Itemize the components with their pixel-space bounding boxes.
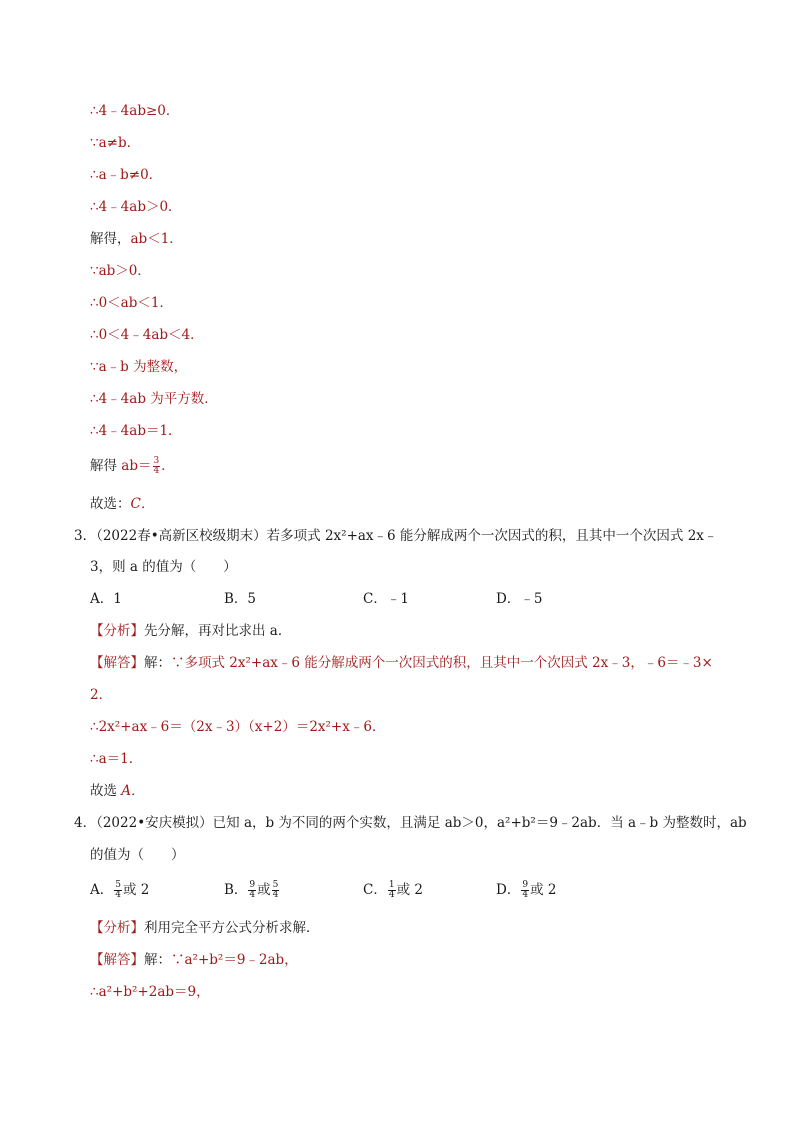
solution-line-1: ∴4﹣4ab≥0．	[90, 103, 180, 119]
question-3-stem-line-2: 3，则 a 的值为（ ）	[90, 559, 237, 575]
solution-line-8: ∴0＜4﹣4ab＜4．	[90, 327, 204, 343]
question-3-option-a[interactable]: A．1	[90, 591, 122, 607]
option-fraction: $\frac{5}{4}$	[115, 880, 121, 900]
answer-prefix: 解：	[144, 952, 171, 968]
option-label: A．	[90, 882, 114, 898]
answer-text: ∵a²+b²＝9﹣2ab，	[171, 952, 298, 968]
solution-line-3: ∴a﹣b≠0．	[90, 167, 163, 183]
analysis-tag: 【分析】	[90, 920, 144, 936]
analysis-text: 先分解，再对比求出 a．	[144, 623, 292, 639]
answer-choice-prefix: 故选	[90, 783, 122, 799]
question-3-answer-line-1	[90, 653, 713, 673]
question-3-stem: （2022春•高新区校级期末）若多项式 2x²+ax﹣6 能分解成两个一次因式的积，且其中一个次因式 2x﹣	[96, 528, 718, 544]
answer-prefix: 解：	[144, 655, 171, 671]
solution-line-11: ∴4﹣4ab＝1．	[90, 423, 182, 439]
solution-line-6: ∵ab＞0．	[90, 263, 151, 279]
option-rest: 或 2	[530, 882, 557, 898]
question-4-answer-line-2: ∴a²+b²+2ab＝9，	[90, 984, 210, 1000]
analysis-tag: 【分析】	[90, 623, 144, 639]
question-3-answer-line-2: 2．	[90, 687, 113, 703]
question-3-answer-line-5	[90, 781, 145, 801]
question-3-option-b[interactable]: B．5	[224, 591, 257, 607]
question-4-option-a[interactable]	[90, 880, 149, 900]
option-fraction: $\frac{1}{4}$	[388, 880, 395, 900]
question-4-option-b[interactable]	[224, 880, 280, 900]
question-4-stem-line-2: 的值为（ ）	[90, 847, 185, 863]
question-3-answer-line-4: ∴a＝1．	[90, 751, 143, 767]
question-4-number: 4．	[74, 815, 97, 831]
question-4-option-d[interactable]	[496, 880, 556, 900]
option-label: D．	[496, 882, 521, 898]
option-rest: 或 2	[396, 882, 423, 898]
question-3-analysis	[90, 621, 291, 641]
question-3-option-d[interactable]: D．﹣5	[496, 591, 543, 607]
analysis-text: 利用完全平方公式分析求解．	[144, 920, 320, 936]
solution-line-12-end: ．	[161, 458, 175, 474]
answer-tag: 【解答】	[90, 655, 144, 671]
fraction-three-quarters: $\frac{3}{4}$	[153, 456, 160, 476]
solution-line-13-prefix: 故选：	[90, 496, 131, 512]
question-3-stem-line-1	[74, 526, 717, 546]
solution-line-4: ∴4﹣4ab＞0．	[90, 199, 182, 215]
question-4-stem-line-1	[74, 813, 747, 833]
answer-tag: 【解答】	[90, 952, 144, 968]
solution-line-12-prefix: 解得	[90, 458, 122, 474]
question-4-analysis	[90, 918, 320, 938]
solution-line-5	[90, 229, 183, 249]
option-fraction: $\frac{9}{4}$	[522, 880, 529, 900]
solution-line-13	[90, 494, 154, 514]
option-fraction: $\frac{9}{4}$	[249, 880, 256, 900]
question-4-stem: （2022•安庆模拟）已知 a，b 为不同的两个实数，且满足 ab＞0，a²+b²＝9﹣2ab．当 a﹣b 为整数时，ab	[96, 815, 747, 831]
option-label: B．	[224, 882, 248, 898]
question-3-answer-line-3: ∴2x²+ax﹣6＝（2x﹣3）（x+2）＝2x²+x﹣6．	[90, 719, 386, 735]
solution-line-10: ∴4﹣4ab 为平方数．	[90, 391, 218, 407]
answer-choice: A．	[121, 783, 145, 799]
answer-text: ∵多项式 2x²+ax﹣6 能分解成两个一次因式的积，且其中一个次因式 2x﹣3，﹣6＝﹣3×	[171, 655, 713, 671]
question-3-number: 3．	[74, 528, 97, 544]
solution-line-5-prefix: 解得，	[90, 231, 131, 247]
question-3-option-c[interactable]: C．﹣1	[363, 591, 409, 607]
question-4-option-c[interactable]	[363, 880, 423, 900]
question-4-answer-line-1	[90, 950, 298, 970]
solution-line-9: ∵a﹣b 为整数，	[90, 359, 188, 375]
option-rest: 或	[257, 882, 271, 898]
option-fraction-2: $\frac{5}{4}$	[272, 880, 279, 900]
solution-line-12	[90, 456, 175, 476]
solution-line-5-expr: ab＜1．	[130, 231, 183, 247]
solution-line-2: ∵a≠b．	[90, 135, 141, 151]
solution-line-12-expr: ab＝	[121, 458, 152, 474]
option-label: C．	[363, 882, 387, 898]
option-rest: 或 2	[122, 882, 150, 898]
solution-line-13-answer: C．	[130, 496, 155, 512]
solution-line-7: ∴0＜ab＜1．	[90, 295, 173, 311]
